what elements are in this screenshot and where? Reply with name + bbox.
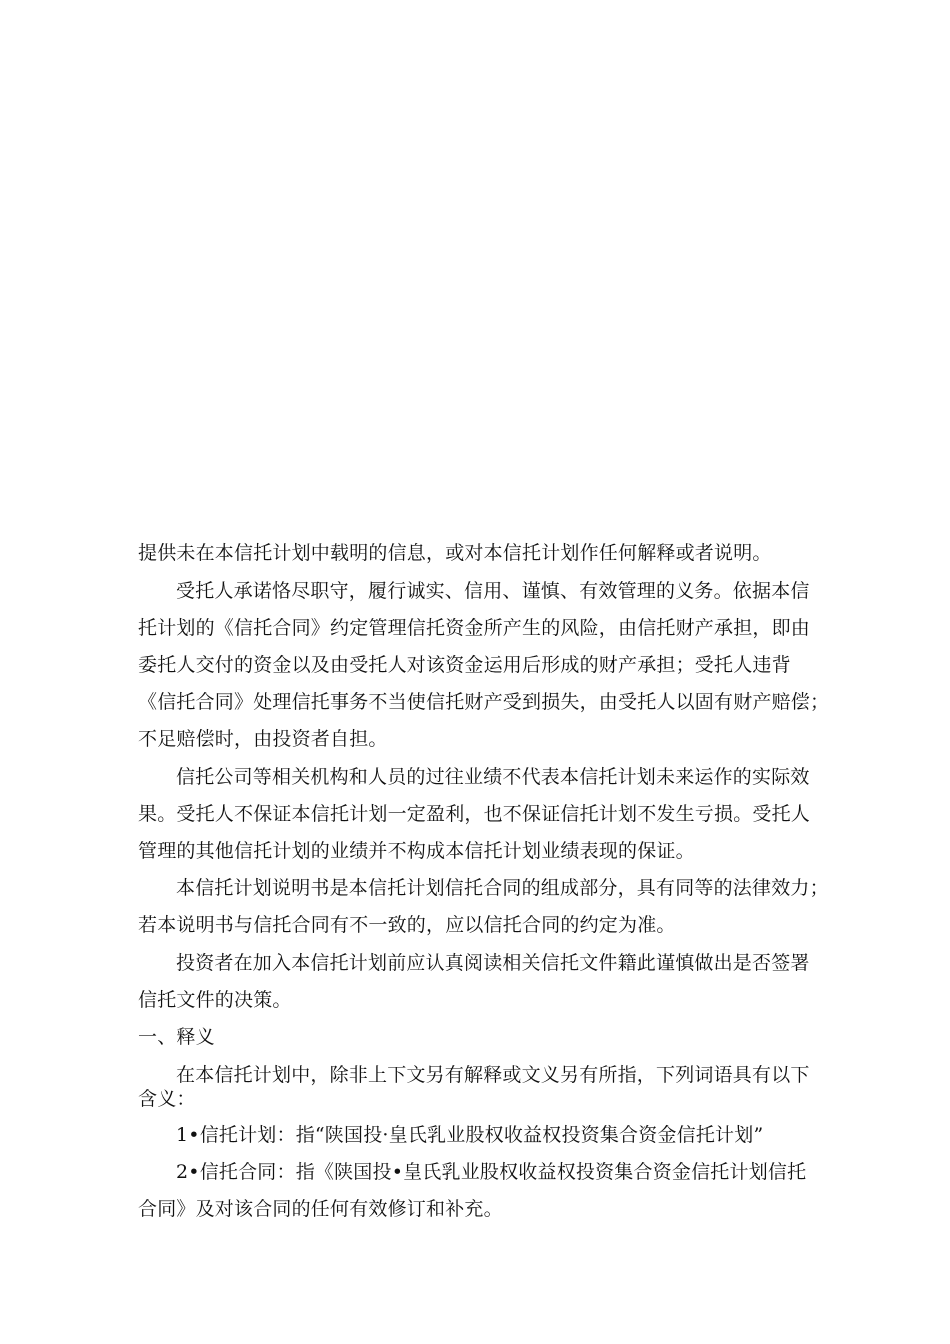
text-line: 受托人承诺恪尽职守，履行诚实、信用、谨慎、有效管理的义务。依据本信 <box>176 580 810 602</box>
text-line: 委托人交付的资金以及由受托人对该资金运用后形成的财产承担；受托人违背 <box>138 654 791 676</box>
text-line: 管理的其他信托计划的业绩并不构成本信托计划业绩表现的保证。 <box>138 840 695 862</box>
text-line: 在本信托计划中，除非上下文另有解释或文义另有所指，下列词语具有以下 <box>176 1064 810 1086</box>
text-line: 果。受托人不保证本信托计划一定盈利，也不保证信托计划不发生亏损。受托人 <box>138 803 811 825</box>
text-line: 《信托合同》处理信托事务不当使信托财产受到损失，由受托人以固有财产赔偿； <box>138 691 830 713</box>
text-line: 信托文件的决策。 <box>138 989 292 1011</box>
text-line: 投资者在加入本信托计划前应认真阅读相关信托文件籍此谨慎做出是否签署 <box>176 952 810 974</box>
text-line: 含义： <box>138 1088 196 1110</box>
text-line: 本信托计划说明书是本信托计划信托合同的组成部分，具有同等的法律效力； <box>176 877 829 899</box>
text-line: 提供未在本信托计划中载明的信息，或对本信托计划作任何解释或者说明。 <box>138 542 772 564</box>
text-line: 若本说明书与信托合同有不一致的，应以信托合同的约定为准。 <box>138 914 676 936</box>
text-line: 信托公司等相关机构和人员的过往业绩不代表本信托计划未来运作的实际效 <box>176 766 810 788</box>
definition-item: 2•信托合同：指《陕国投•皇氏乳业股权收益权投资集合资金信托计划信托 <box>176 1161 807 1183</box>
text-line: 合同》及对该合同的任何有效修订和补充。 <box>138 1198 503 1220</box>
text-line: 托计划的《信托合同》约定管理信托资金所产生的风险，由信托财产承担，即由 <box>138 617 811 639</box>
definition-item: 1•信托计划：指“陕国投·皇氏乳业股权收益权投资集合资金信托计划” <box>176 1124 764 1146</box>
section-heading: 一、释义 <box>138 1026 215 1048</box>
text-line: 不足赔偿时，由投资者自担。 <box>138 728 388 750</box>
